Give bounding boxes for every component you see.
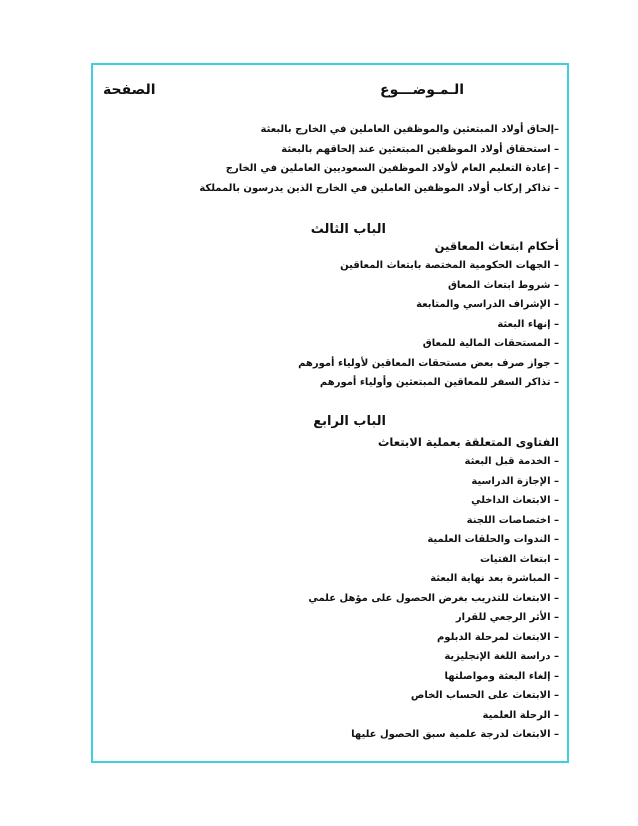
list-item: – دراسة اللغة الإنجليزية (444, 651, 559, 662)
list-item: – الابتعاث للتدريب بغرض الحصول على مؤهل علمي (308, 592, 559, 604)
list-item: – إنهاء البعثة (497, 318, 559, 330)
list-item: – الخدمة قبل البعثة (464, 456, 559, 467)
list-item: – اختصاصات اللجنة (466, 514, 559, 526)
list-item: – الابتعاث الداخلي (471, 495, 559, 506)
list-item: – المباشرة بعد نهاية البعثة (430, 573, 559, 584)
list-item: –إلحاق أولاد المبتعثين والموظفين العاملين في الخارج بالبعثة (260, 124, 559, 135)
list-item: – المستحقات المالية للمعاق (422, 338, 559, 349)
chapter3-title: الباب الثالث (310, 222, 386, 237)
list-item: – الإشراف الدراسي والمتابعة (416, 299, 559, 310)
intro-list (199, 120, 559, 198)
topic-column-header: الـمـوضـــوع (380, 82, 465, 98)
list-item: – إلغاء البعثة ومواصلتها (444, 670, 559, 682)
list-item: – تذاكر إركاب أولاد الموظفين العاملين في الخارج الذين يدرسون بالمملكة (199, 182, 559, 194)
list-item: – شروط ابتعاث المعاق (447, 279, 559, 291)
list-item: – استحقاق أولاد الموظفين المبتعثين عند إلحاقهم بالبعثة (281, 143, 559, 155)
list-item: – الابتعاث لدرجة علمية سبق الحصول عليها (351, 729, 559, 740)
list-item: – الجهات الحكومية المختصة بابتعاث المعاقين (340, 260, 559, 271)
list-item: – الرحلة العلمية (482, 709, 559, 721)
list-item: – الابتعاث لمرحلة الدبلوم (436, 631, 559, 643)
page-column-header: الصفحة (103, 82, 156, 98)
intro-section (199, 120, 559, 198)
list-item: – الإجازة الدراسية (471, 475, 559, 487)
list-item: – جواز صرف بعض مستحقات المعاقين لأولياء أمورهم (298, 357, 559, 369)
chapter3-section (229, 236, 559, 393)
chapter3-subtitle: أحكام ابتعاث المعاقين (434, 239, 559, 253)
list-item: – الأثر الرجعي للقرار (455, 612, 559, 623)
chapter4-subtitle: الفتاوى المتعلقة بعملية الابتعاث (377, 435, 559, 449)
chapter4-section (229, 432, 559, 745)
chapter3-list (229, 256, 559, 393)
list-item: – إعادة التعليم العام لأولاد الموظفين السعوديين العاملين في الخارج (225, 163, 559, 174)
list-item: – ابتعاث الفتيات (479, 553, 559, 565)
list-item: – الابتعاث على الحساب الخاص (410, 690, 559, 701)
chapter4-list (229, 452, 559, 745)
list-item: – الندوات والحلقات العلمية (427, 534, 559, 545)
chapter4-title: الباب الرابع (313, 414, 386, 429)
list-item: – تذاكر السفر للمعاقين المبتعثين وأولياء أمورهم (319, 377, 559, 388)
